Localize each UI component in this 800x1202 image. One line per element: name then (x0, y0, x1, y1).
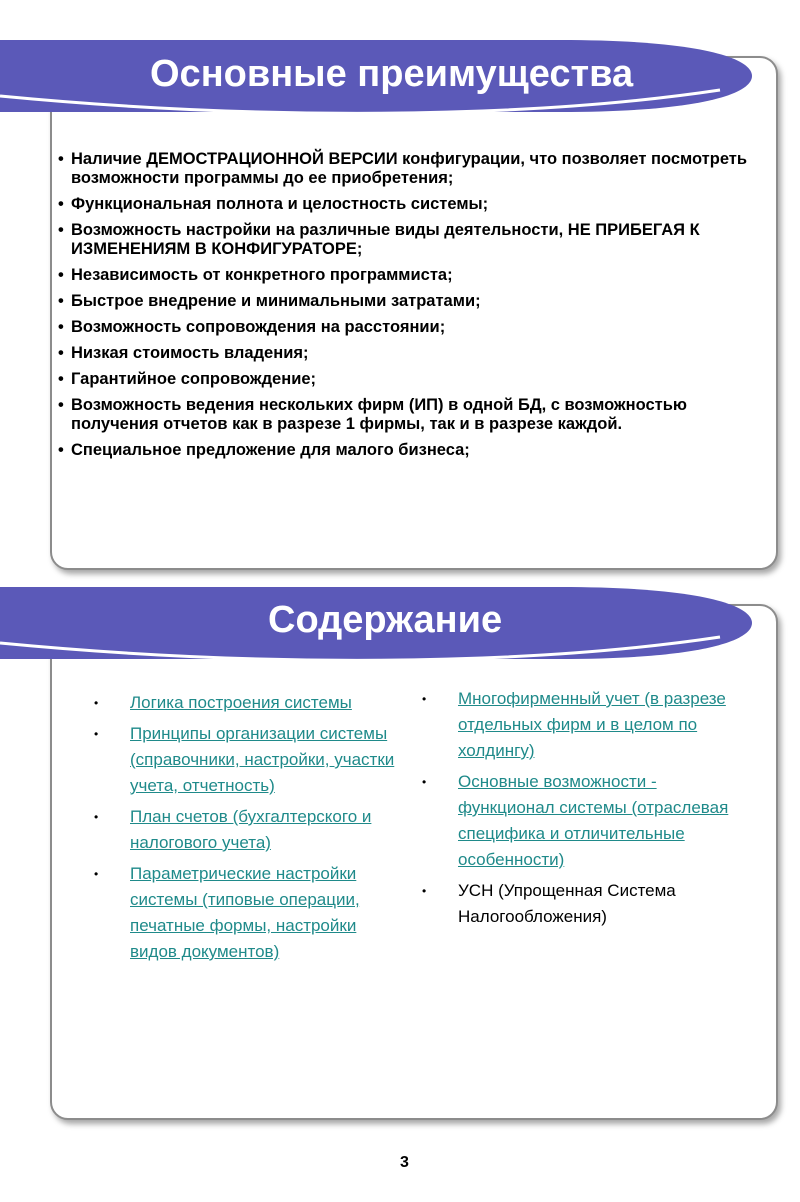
list-item-text: Возможность настройки на различные виды деятельности, НЕ ПРИБЕГАЯ К ИЗМЕНЕНИЯМ В КОНФИГУРАТОРЕ; (71, 221, 700, 258)
link-logic[interactable]: Логика построения системы (130, 693, 352, 712)
bullet: • (58, 441, 64, 459)
list-item (58, 396, 758, 434)
bullet: • (58, 318, 64, 336)
list-item-text: Возможность сопровождения на расстоянии; (71, 318, 446, 336)
list-item (58, 150, 758, 188)
usn-text: УСН (Упрощенная Система Налогообложения) (458, 881, 676, 926)
list-item-text: Функциональная полнота и целостность системы; (71, 195, 489, 213)
contents-banner (0, 583, 760, 663)
bullet: • (58, 150, 64, 168)
list-item-text: Быстрое внедрение и минимальными затратами; (71, 292, 481, 310)
list-item (58, 221, 758, 259)
list-item (420, 686, 750, 764)
list-item-text: Гарантийное сопровождение; (71, 370, 317, 388)
list-item (92, 861, 402, 965)
list-item (58, 370, 758, 389)
bullet: • (58, 292, 64, 310)
list-item (92, 804, 402, 856)
list-item (58, 195, 758, 214)
advantages-title: Основные преимущества (150, 53, 634, 95)
advantages-list (58, 150, 758, 467)
bullet: • (422, 692, 427, 706)
contents-left-column (92, 690, 402, 970)
list-item-text: Специальное предложение для малого бизнеса; (71, 441, 470, 459)
list-item-text: Наличие ДЕМОСТРАЦИОННОЙ ВЕРСИИ конфигурации, что позволяет посмотреть возможности программы до ее приобретения; (71, 150, 748, 187)
list-item-text: Возможность ведения нескольких фирм (ИП) в одной БД, с возможностью получения отчетов как в разрезе 1 фирмы, так и в разрезе каждой. (71, 396, 687, 433)
bullet: • (94, 867, 99, 881)
link-chart-of-accounts[interactable]: План счетов (бухгалтерского и налогового учета) (130, 807, 372, 852)
list-item (58, 441, 758, 460)
bullet: • (422, 884, 427, 898)
bullet: • (94, 727, 99, 741)
bullet: • (58, 266, 64, 284)
advantages-banner (0, 36, 760, 116)
bullet: • (94, 696, 99, 710)
contents-title: Содержание (268, 599, 503, 641)
list-item (92, 721, 402, 799)
link-main-features[interactable]: Основные возможности - функционал системы (отраслевая специфика и отличительные особенности) (458, 772, 729, 869)
bullet: • (58, 344, 64, 362)
list-item (420, 769, 750, 873)
bullet: • (58, 396, 64, 414)
list-item (420, 878, 750, 930)
bullet: • (422, 775, 427, 789)
link-parametric-settings[interactable]: Параметрические настройки системы (типовые операции, печатные формы, настройки видов документов) (130, 864, 360, 961)
link-multi-company[interactable]: Многофирменный учет (в разрезе отдельных фирм и в целом по холдингу) (458, 689, 726, 760)
bullet: • (58, 195, 64, 213)
page-number: 3 (400, 1154, 409, 1171)
bullet: • (58, 370, 64, 388)
list-item-text: Низкая стоимость владения; (71, 344, 309, 362)
list-item (58, 266, 758, 285)
contents-right-column (420, 686, 750, 935)
list-item (92, 690, 402, 716)
list-item (58, 318, 758, 337)
bullet: • (58, 221, 64, 239)
list-item (58, 292, 758, 311)
bullet: • (94, 810, 99, 824)
list-item (58, 344, 758, 363)
link-principles[interactable]: Принципы организации системы (справочники, настройки, участки учета, отчетность) (130, 724, 395, 795)
list-item-text: Независимость от конкретного программиста; (71, 266, 453, 284)
